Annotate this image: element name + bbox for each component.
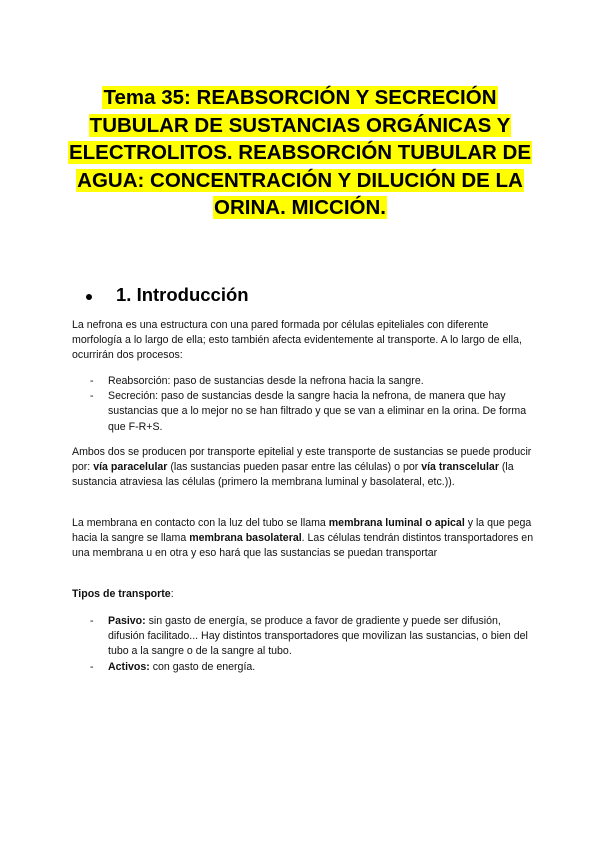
transport-types-block: [72, 614, 534, 675]
list-item-text: sin gasto de energía, se produce a favor de gradiente y puede ser difusión, difusión facilitado... Hay distintos transportadores que movilizan las sustancias, o bien del tubo a la sangre o de la sangre al tubo.: [108, 615, 528, 658]
title-line: TUBULAR DE SUSTANCIAS ORGÁNICAS Y: [89, 113, 511, 137]
text-run: La membrana en contacto con la luz del tubo se llama: [72, 517, 329, 529]
text-run: (las sustancias pueden pasar entre las células) o por: [167, 461, 422, 474]
title-line: ORINA. MICCIÓN.: [214, 196, 386, 220]
list-item: [72, 660, 534, 675]
text-run: :: [170, 588, 174, 600]
bold-term: membrana luminal o apical: [328, 517, 465, 529]
title-line: ELECTROLITOS. REABSORCIÓN TUBULAR DE: [68, 141, 532, 165]
transport-types-list: [72, 614, 534, 675]
intro-block: [72, 318, 534, 364]
bold-term: Pasivo:: [108, 615, 146, 627]
processes-list: [72, 374, 534, 435]
document-title: [62, 84, 538, 222]
list-item-text: Reabsorción: paso de sustancias desde la nefrona hacia la sangre.: [108, 375, 424, 387]
bullet-icon: [86, 294, 92, 300]
paragraph-transport-routes: [72, 445, 534, 491]
text-run: y la que pega hacia la sangre se llama: [72, 517, 532, 545]
title-line: AGUA: CONCENTRACIÓN Y DILUCIÓN DE LA: [77, 168, 523, 192]
bold-term: membrana basolateral: [189, 532, 302, 545]
transport-types-heading: [72, 587, 534, 602]
section-heading-text: 1. Introducción: [116, 284, 249, 305]
list-marker: -: [90, 660, 94, 673]
text-run: Ambos dos se producen por transporte epitelial y este transporte de sustancias se puede producir por:: [72, 446, 532, 474]
list-marker: -: [90, 390, 94, 403]
bold-term: Tipos de transporte: [72, 588, 171, 600]
bold-term: vía transcelular: [421, 461, 499, 474]
list-item: [72, 614, 534, 660]
list-item: [72, 389, 534, 435]
list-marker: -: [90, 375, 94, 387]
title-line: Tema 35: REABSORCIÓN Y SECRECIÓN: [103, 86, 497, 109]
list-item: [72, 374, 534, 389]
list-marker: -: [90, 615, 94, 627]
bold-term: Activos:: [108, 660, 150, 673]
list-item-text: Secreción: paso de sustancias desde la sangre hacia la nefrona, de manera que hay sustancias que a lo mejor no se han filtrado y que se van a eliminar en la orina. De forma que F-R+S.: [108, 390, 527, 433]
text-run: . Las células tendrán distintos transportadores en una membrana u en otra y eso hará que las sustancias se puedan transportar: [72, 532, 534, 560]
bold-term: vía paracelular: [93, 461, 168, 474]
list-item-text: con gasto de energía.: [149, 660, 256, 673]
text-run: (la sustancia atraviesa las células (primero la membrana luminal y basolateral, etc.)).: [72, 461, 514, 489]
processes-block: [72, 374, 534, 435]
section-heading-introduccion: [86, 284, 249, 306]
intro-paragraph: La nefrona es una estructura con una pared formada por células epiteliales con diferente morfología a lo largo de ella; esto también afecta evidentemente al transporte. A lo largo de ella, ocurrirán dos procesos:: [72, 319, 522, 362]
paragraph-membranes: [72, 516, 534, 562]
